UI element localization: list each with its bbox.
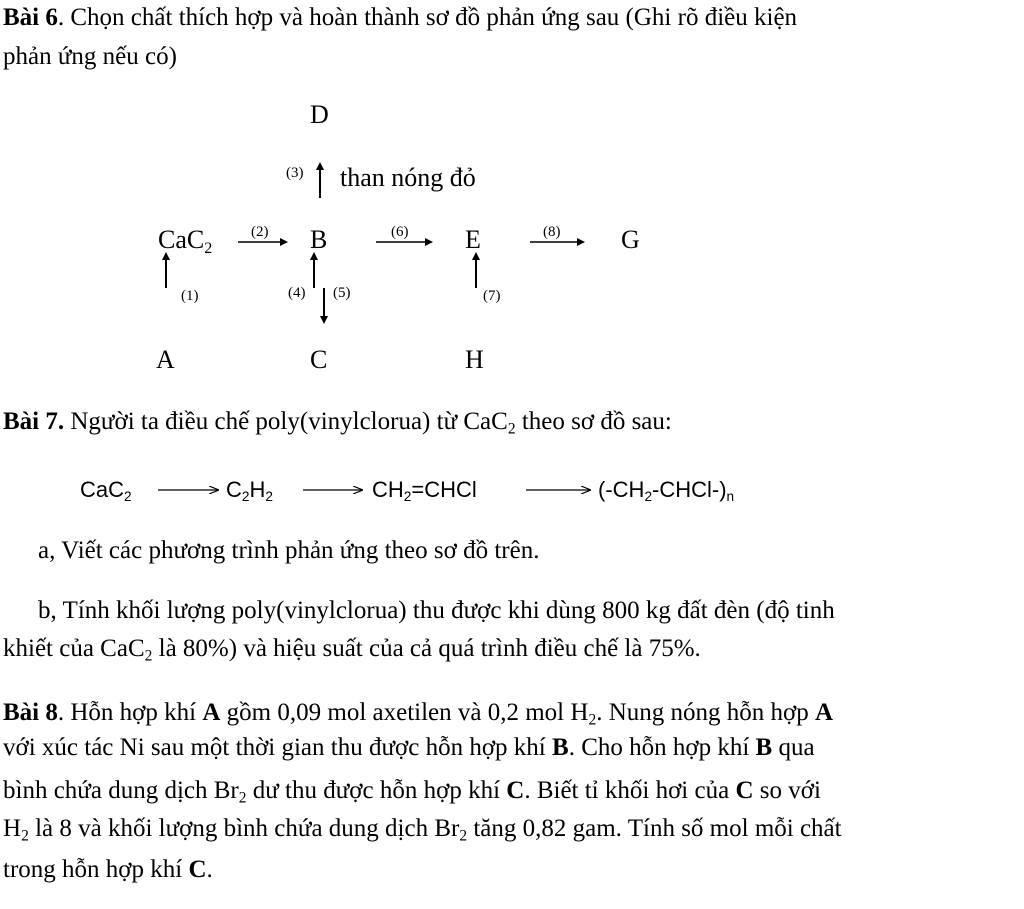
bai7-part-b-line-1: b, Tính khối lượng poly(vinylclorua) thu được khi dùng 800 kg đất đèn (độ tinh — [38, 597, 835, 624]
bai7-part-b-line-2: khiết của CaC$_2$ là 80%) và hiệu suất của cả quá trình điều chế là 75%. — [3, 635, 701, 665]
node-D: D — [310, 100, 329, 129]
node-CaC2: CaC$_2$ — [158, 225, 213, 257]
bai8-line-1: Bài 8. Hỗn hợp khí A gồm 0,09 mol axetilen và 0,2 mol $H_2$. Nung nóng hỗn hợp A — [3, 699, 834, 729]
bai8-line-2: với xúc tác Ni sau một thời gian thu được hỗn hợp khí B. Cho hỗn hợp khí B qua — [3, 734, 815, 761]
label-8: (8) — [543, 224, 561, 240]
scheme-c2h2: $C_2H_2$ — [226, 477, 273, 505]
bai8-line-3: bình chứa dung dịch $Br_2$ dư thu được hỗn hợp khí C. Biết tỉ khối hơi của C so với — [3, 777, 821, 807]
node-C: C — [310, 345, 328, 374]
label-1: (1) — [181, 288, 199, 304]
label-4: (4) — [288, 285, 306, 301]
label-7: (7) — [483, 288, 501, 304]
scheme-vinylchloride: $CH_2=CHCl$ — [372, 477, 477, 505]
bai8-line-5: trong hỗn hợp khí C. — [3, 856, 213, 883]
node-G: G — [621, 225, 640, 254]
node-H: H — [465, 345, 484, 374]
bai7-part-a: a, Viết các phương trình phản ứng theo sơ đồ trên. — [38, 537, 540, 564]
scheme-pvc: $(-CH_2-CHCl-)_n$ — [598, 477, 735, 505]
node-E: E — [465, 225, 481, 254]
node-B: B — [310, 225, 328, 254]
bai6-text-2: phản ứng nếu có) — [3, 43, 177, 70]
condition-text: than nóng đỏ — [340, 163, 476, 192]
bai6-text-1: . Chọn chất thích hợp và hoàn thành sơ đồ phản ứng sau (Ghi rõ điều kiện — [57, 4, 798, 31]
bai8-line-4: $H_2$ là 8 và khối lượng bình chứa dung dịch $Br_2$ tăng 0,82 gam. Tính số mol mỗi chất — [3, 815, 842, 845]
label-3: (3) — [286, 165, 304, 181]
node-A: A — [156, 345, 175, 374]
scheme-cac2: CaC$_2$ — [80, 477, 132, 505]
bai7-line-1: Bài 7. Người ta điều chế poly(vinylclorua) từ CaC$_2$ theo sơ đồ sau: — [3, 408, 672, 438]
label-5: (5) — [333, 285, 351, 301]
bai6-title: Bài 6 — [3, 4, 58, 31]
bai8-title: Bài 8 — [3, 699, 58, 726]
label-2: (2) — [251, 224, 269, 240]
label-6: (6) — [391, 224, 409, 240]
bai7-title: Bài 7. — [3, 408, 65, 435]
